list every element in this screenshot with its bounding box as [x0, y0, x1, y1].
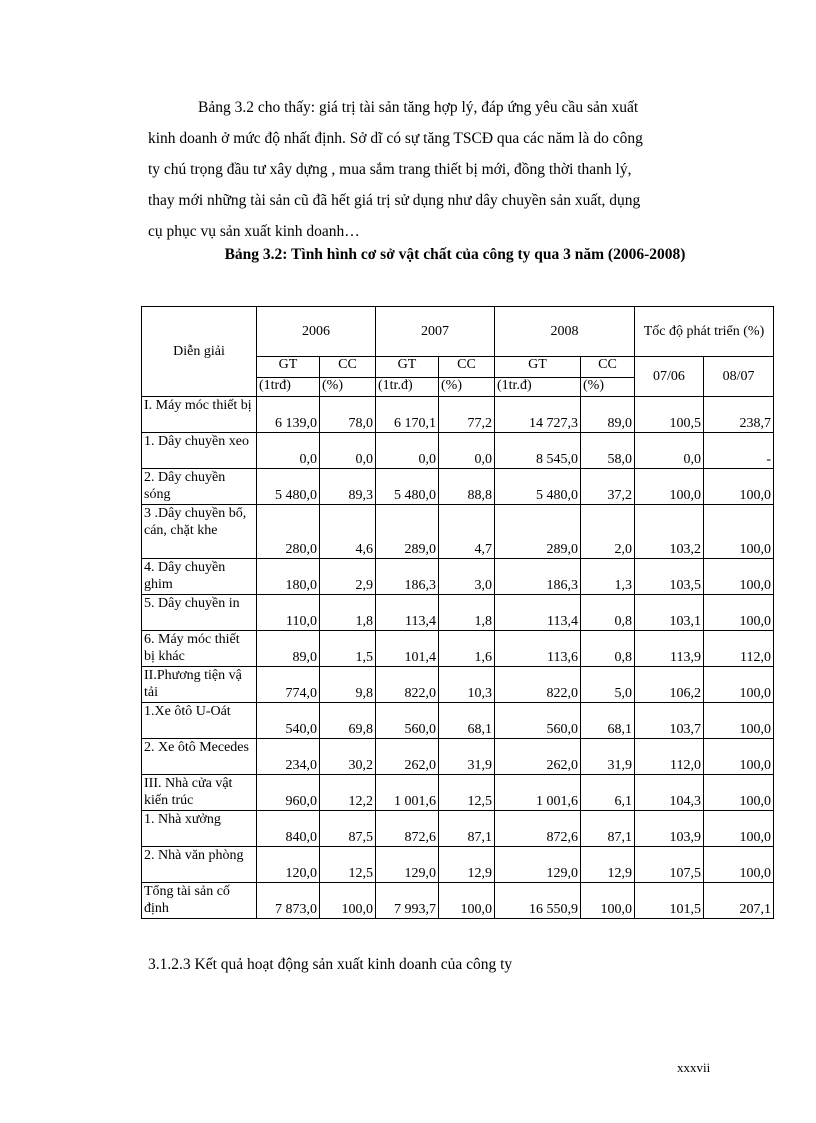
table-row	[142, 703, 774, 739]
row-label: Tổng tài sản cố định	[142, 883, 257, 919]
cell-growth-0706: 107,5	[635, 847, 704, 883]
cell-gt-2008: 16 550,9	[495, 883, 581, 919]
intro-paragraph	[148, 92, 716, 247]
cell-growth-0807: 100,0	[704, 595, 774, 631]
cell-gt-2008: 560,0	[495, 703, 581, 739]
table-row	[142, 667, 774, 703]
table-row	[142, 811, 774, 847]
cell-cc-2008: 1,3	[581, 559, 635, 595]
cell-growth-0706: 104,3	[635, 775, 704, 811]
cell-cc-2008: 37,2	[581, 469, 635, 505]
cell-gt-2007: 822,0	[376, 667, 439, 703]
cell-growth-0706: 103,9	[635, 811, 704, 847]
row-label: I. Máy móc thiết bị	[142, 397, 257, 433]
cell-cc-2008: 87,1	[581, 811, 635, 847]
cell-gt-2007: 872,6	[376, 811, 439, 847]
table-row	[142, 595, 774, 631]
cell-cc-2006: 2,9	[320, 559, 376, 595]
header-gt-2006: GT	[257, 357, 320, 378]
header-cc-2006: CC	[320, 357, 376, 378]
cell-cc-2008: 68,1	[581, 703, 635, 739]
header-unit-pct: (%)	[581, 378, 635, 397]
cell-growth-0706: 101,5	[635, 883, 704, 919]
cell-gt-2008: 5 480,0	[495, 469, 581, 505]
cell-cc-2008: 2,0	[581, 505, 635, 559]
cell-cc-2008: 5,0	[581, 667, 635, 703]
cell-gt-2007: 101,4	[376, 631, 439, 667]
cell-growth-0807: 112,0	[704, 631, 774, 667]
cell-cc-2008: 89,0	[581, 397, 635, 433]
row-label: 1. Dây chuyền xeo	[142, 433, 257, 469]
cell-cc-2007: 0,0	[439, 433, 495, 469]
header-cc-2007: CC	[439, 357, 495, 378]
section-subheading: 3.1.2.3 Kết quả hoạt động sản xuất kinh doanh của công ty	[148, 956, 513, 973]
cell-growth-0807: 100,0	[704, 703, 774, 739]
cell-gt-2008: 129,0	[495, 847, 581, 883]
cell-gt-2006: 89,0	[257, 631, 320, 667]
header-dien-giai: Diễn giải	[142, 307, 257, 397]
cell-gt-2007: 7 993,7	[376, 883, 439, 919]
cell-growth-0706: 100,0	[635, 469, 704, 505]
row-label: 1. Nhà xưởng	[142, 811, 257, 847]
cell-growth-0807: 100,0	[704, 505, 774, 559]
cell-gt-2007: 6 170,1	[376, 397, 439, 433]
cell-gt-2008: 289,0	[495, 505, 581, 559]
cell-cc-2008: 12,9	[581, 847, 635, 883]
cell-gt-2006: 7 873,0	[257, 883, 320, 919]
row-label: 5. Dây chuyền in	[142, 595, 257, 631]
cell-gt-2008: 14 727,3	[495, 397, 581, 433]
paragraph-line: thay mới những tài sản cũ đã hết giá trị sử dụng như dây chuyền sản xuất, dụng	[148, 192, 641, 209]
cell-gt-2008: 113,4	[495, 595, 581, 631]
cell-growth-0706: 106,2	[635, 667, 704, 703]
row-label: 3 .Dây chuyền bổ, cán, chặt khe	[142, 505, 257, 559]
row-label: II.Phương tiện vậ tải	[142, 667, 257, 703]
cell-cc-2008: 58,0	[581, 433, 635, 469]
cell-gt-2008: 186,3	[495, 559, 581, 595]
cell-cc-2006: 4,6	[320, 505, 376, 559]
cell-gt-2008: 262,0	[495, 739, 581, 775]
cell-gt-2008: 872,6	[495, 811, 581, 847]
cell-growth-0807: 238,7	[704, 397, 774, 433]
cell-cc-2007: 1,8	[439, 595, 495, 631]
cell-cc-2007: 3,0	[439, 559, 495, 595]
cell-gt-2006: 180,0	[257, 559, 320, 595]
cell-growth-0706: 103,1	[635, 595, 704, 631]
page-number: xxxvii	[677, 1060, 711, 1075]
table-row	[142, 847, 774, 883]
row-label: 2. Xe ôtô Mecedes	[142, 739, 257, 775]
cell-gt-2006: 6 139,0	[257, 397, 320, 433]
cell-gt-2008: 8 545,0	[495, 433, 581, 469]
cell-growth-0706: 103,5	[635, 559, 704, 595]
cell-cc-2007: 77,2	[439, 397, 495, 433]
cell-growth-0706: 103,7	[635, 703, 704, 739]
header-gt-2007: GT	[376, 357, 439, 378]
cell-cc-2006: 100,0	[320, 883, 376, 919]
cell-cc-2006: 0,0	[320, 433, 376, 469]
cell-cc-2008: 100,0	[581, 883, 635, 919]
row-label: 2. Nhà văn phòng	[142, 847, 257, 883]
cell-growth-0807: 100,0	[704, 559, 774, 595]
cell-cc-2007: 12,5	[439, 775, 495, 811]
header-unit-2006: (1trđ)	[257, 378, 320, 397]
cell-gt-2007: 186,3	[376, 559, 439, 595]
row-label: 1.Xe ôtô U-Oát	[142, 703, 257, 739]
table-row	[142, 739, 774, 775]
header-unit-pct: (%)	[439, 378, 495, 397]
cell-cc-2007: 87,1	[439, 811, 495, 847]
cell-growth-0807: 100,0	[704, 739, 774, 775]
cell-gt-2008: 822,0	[495, 667, 581, 703]
cell-gt-2006: 5 480,0	[257, 469, 320, 505]
cell-growth-0807: -	[704, 433, 774, 469]
cell-growth-0807: 100,0	[704, 469, 774, 505]
paragraph-line: ty chú trọng đầu tư xây dựng , mua sắm trang thiết bị mới, đồng thời thanh lý,	[148, 161, 632, 178]
table-row	[142, 505, 774, 559]
cell-growth-0706: 100,5	[635, 397, 704, 433]
header-growth-0807: 08/07	[704, 357, 774, 397]
header-unit-2007: (1tr.đ)	[376, 378, 439, 397]
cell-cc-2006: 30,2	[320, 739, 376, 775]
cell-cc-2007: 1,6	[439, 631, 495, 667]
cell-cc-2006: 87,5	[320, 811, 376, 847]
paragraph-line: Bảng 3.2 cho thấy: giá trị tài sản tăng hợp lý, đáp ứng yêu cầu sản xuất	[198, 99, 639, 116]
cell-cc-2007: 12,9	[439, 847, 495, 883]
table-caption: Bảng 3.2: Tình hình cơ sở vật chất của công ty qua 3 năm (2006-2008)	[224, 246, 686, 263]
table-row	[142, 775, 774, 811]
cell-gt-2006: 280,0	[257, 505, 320, 559]
header-year-2007: 2007	[376, 307, 495, 357]
table-row	[142, 559, 774, 595]
cell-gt-2007: 113,4	[376, 595, 439, 631]
cell-gt-2006: 540,0	[257, 703, 320, 739]
cell-cc-2007: 31,9	[439, 739, 495, 775]
cell-growth-0807: 207,1	[704, 883, 774, 919]
cell-gt-2006: 110,0	[257, 595, 320, 631]
header-growth-rate: Tốc độ phát triển (%)	[635, 307, 774, 357]
cell-cc-2007: 4,7	[439, 505, 495, 559]
assets-table	[141, 306, 774, 919]
cell-gt-2008: 113,6	[495, 631, 581, 667]
cell-gt-2006: 120,0	[257, 847, 320, 883]
header-unit-pct: (%)	[320, 378, 376, 397]
cell-gt-2008: 1 001,6	[495, 775, 581, 811]
cell-growth-0807: 100,0	[704, 667, 774, 703]
table-row	[142, 397, 774, 433]
cell-growth-0807: 100,0	[704, 847, 774, 883]
cell-growth-0706: 0,0	[635, 433, 704, 469]
cell-gt-2007: 129,0	[376, 847, 439, 883]
cell-cc-2008: 0,8	[581, 631, 635, 667]
table-row	[142, 469, 774, 505]
table-row	[142, 883, 774, 919]
cell-cc-2006: 9,8	[320, 667, 376, 703]
cell-growth-0706: 113,9	[635, 631, 704, 667]
table-row	[142, 433, 774, 469]
cell-gt-2006: 840,0	[257, 811, 320, 847]
row-label: III. Nhà cửa vật kiến trúc	[142, 775, 257, 811]
cell-growth-0807: 100,0	[704, 775, 774, 811]
cell-cc-2008: 6,1	[581, 775, 635, 811]
cell-gt-2007: 5 480,0	[376, 469, 439, 505]
cell-growth-0706: 112,0	[635, 739, 704, 775]
cell-cc-2006: 69,8	[320, 703, 376, 739]
cell-cc-2007: 68,1	[439, 703, 495, 739]
cell-growth-0807: 100,0	[704, 811, 774, 847]
header-unit-2008: (1tr.đ)	[495, 378, 581, 397]
cell-growth-0706: 103,2	[635, 505, 704, 559]
paragraph-line: kinh doanh ở mức độ nhất định. Sở dĩ có sự tăng TSCĐ qua các năm là do công	[148, 130, 643, 147]
cell-gt-2007: 1 001,6	[376, 775, 439, 811]
cell-cc-2007: 10,3	[439, 667, 495, 703]
cell-cc-2006: 89,3	[320, 469, 376, 505]
cell-gt-2006: 234,0	[257, 739, 320, 775]
cell-gt-2007: 289,0	[376, 505, 439, 559]
cell-gt-2007: 0,0	[376, 433, 439, 469]
table-row	[142, 631, 774, 667]
row-label: 4. Dây chuyền ghim	[142, 559, 257, 595]
cell-cc-2006: 12,2	[320, 775, 376, 811]
row-label: 2. Dây chuyền sóng	[142, 469, 257, 505]
cell-cc-2007: 88,8	[439, 469, 495, 505]
row-label: 6. Máy móc thiết bị khác	[142, 631, 257, 667]
header-year-2008: 2008	[495, 307, 635, 357]
header-cc-2008: CC	[581, 357, 635, 378]
cell-gt-2006: 960,0	[257, 775, 320, 811]
cell-gt-2006: 0,0	[257, 433, 320, 469]
cell-gt-2006: 774,0	[257, 667, 320, 703]
cell-gt-2007: 262,0	[376, 739, 439, 775]
header-year-2006: 2006	[257, 307, 376, 357]
paragraph-line: cụ phục vụ sản xuất kinh doanh…	[148, 223, 360, 240]
cell-cc-2008: 31,9	[581, 739, 635, 775]
cell-cc-2007: 100,0	[439, 883, 495, 919]
cell-cc-2008: 0,8	[581, 595, 635, 631]
cell-cc-2006: 1,5	[320, 631, 376, 667]
header-gt-2008: GT	[495, 357, 581, 378]
cell-cc-2006: 12,5	[320, 847, 376, 883]
cell-cc-2006: 78,0	[320, 397, 376, 433]
cell-gt-2007: 560,0	[376, 703, 439, 739]
cell-cc-2006: 1,8	[320, 595, 376, 631]
header-growth-0706: 07/06	[635, 357, 704, 397]
